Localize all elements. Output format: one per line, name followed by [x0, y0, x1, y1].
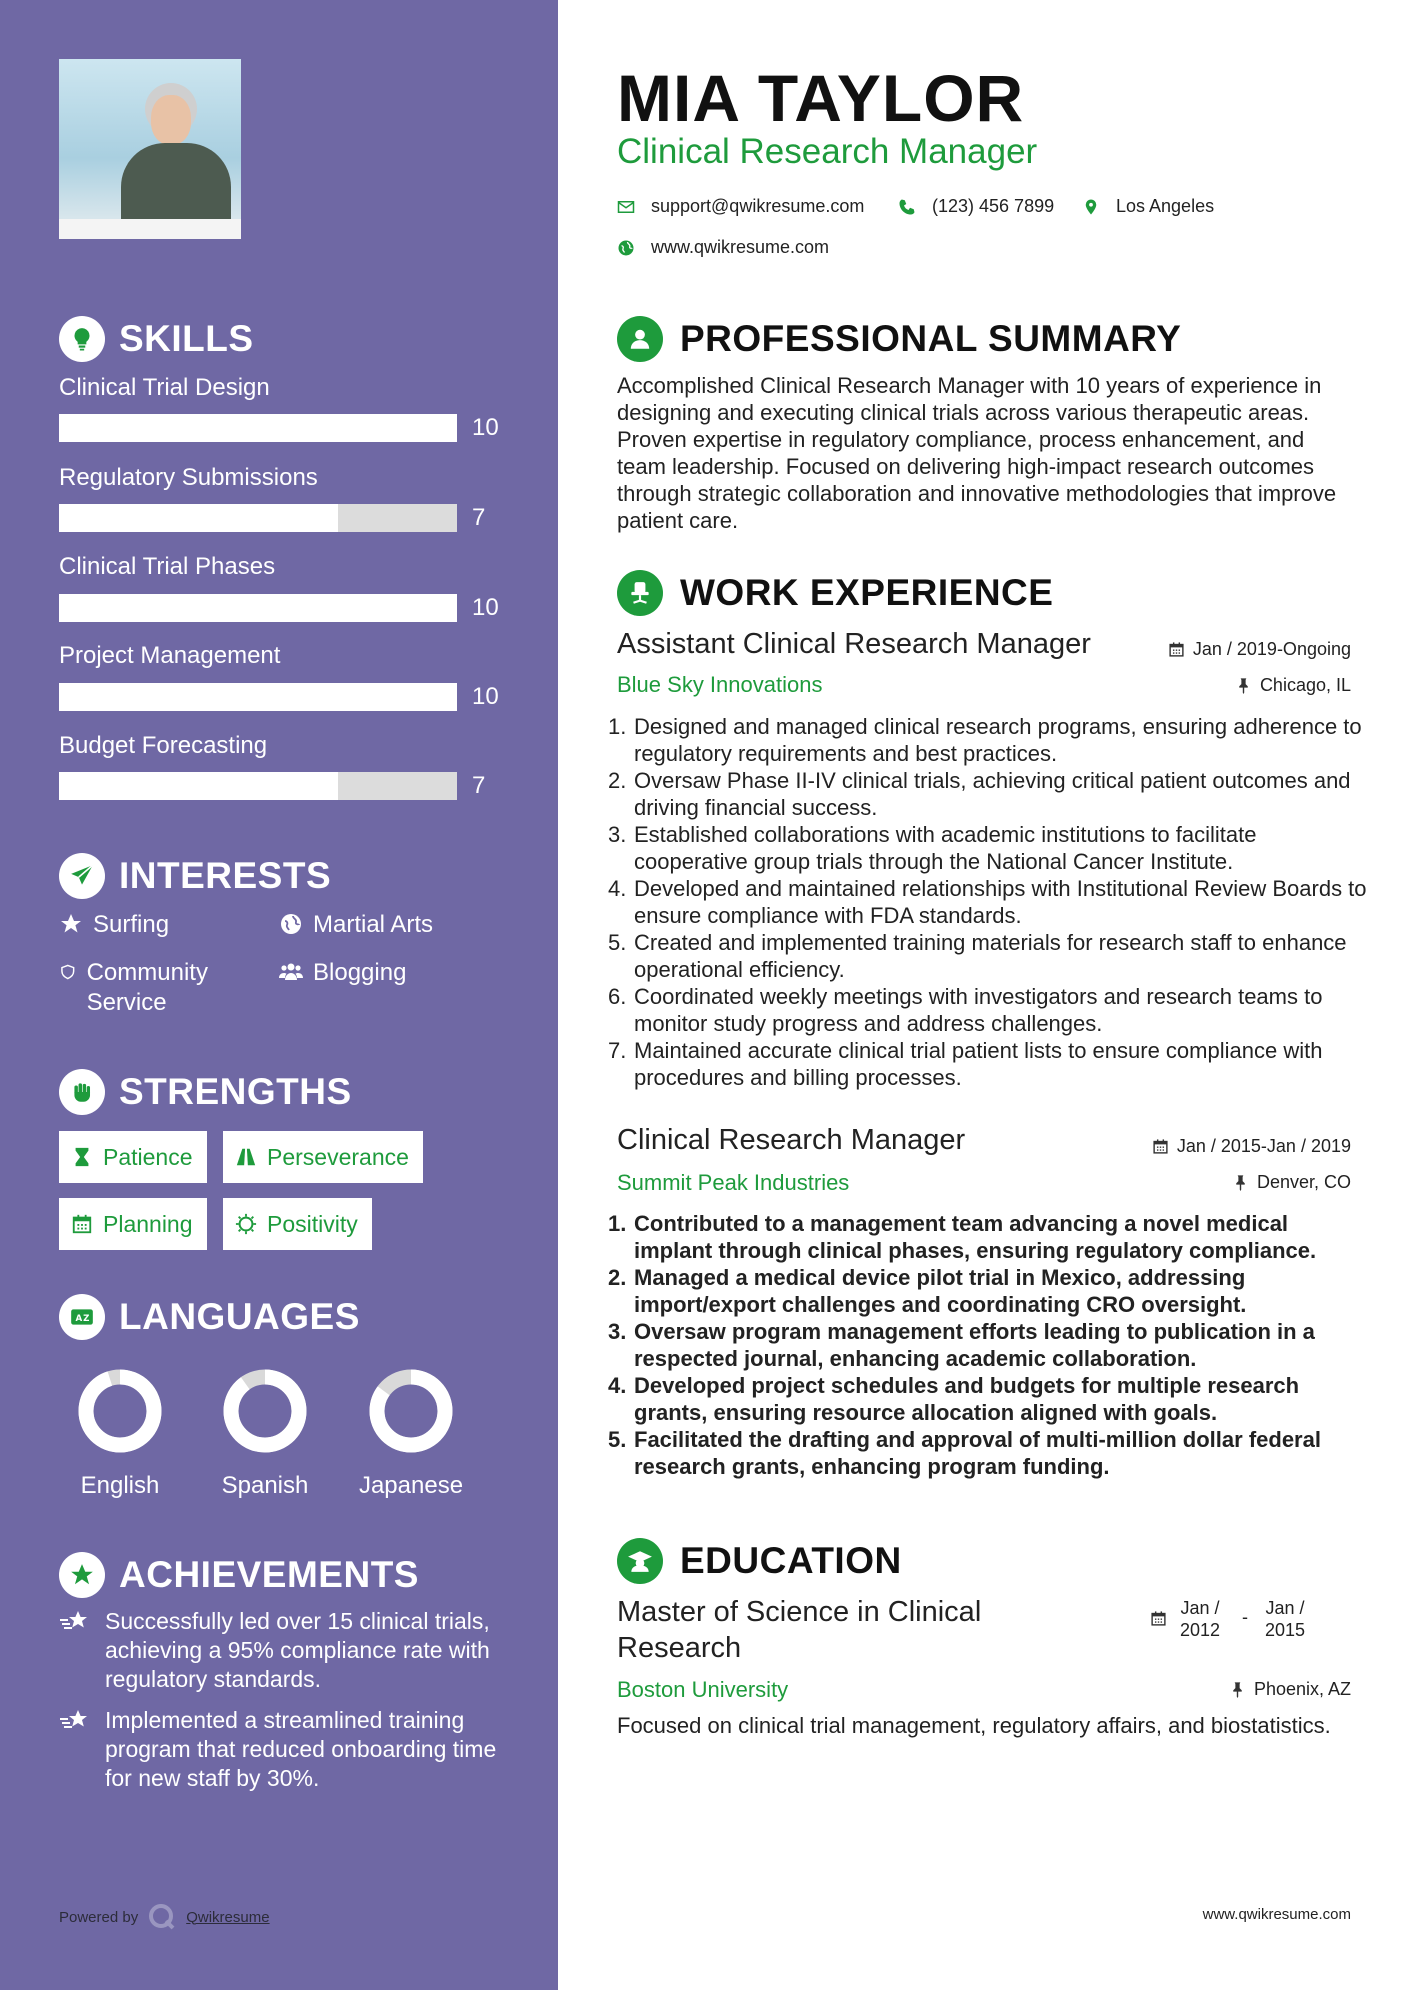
skill-bar: [59, 772, 457, 800]
skills-title: SKILLS: [119, 318, 254, 359]
skill-name: Clinical Trial Phases: [59, 553, 276, 580]
achievement-text: Successfully led over 15 clinical trials, achieving a 95% compliance rate with regulatory standards.: [105, 1608, 490, 1692]
achievements-title: ACHIEVEMENTS: [119, 1554, 419, 1595]
job-company: Summit Peak Industries: [617, 1170, 850, 1195]
duty-item: 4. Developed project schedules and budgets for multiple research grants, ensuring resource allocation aligned with goals.: [608, 1372, 1368, 1426]
footer-website[interactable]: www.qwikresume.com: [1202, 1906, 1351, 1923]
road-icon: [235, 1146, 257, 1168]
experience-title: WORK EXPERIENCE: [680, 572, 1054, 613]
skill-name: Regulatory Submissions: [59, 464, 318, 491]
website-contact[interactable]: [617, 237, 829, 258]
qwikresume-logo-icon: [148, 1903, 176, 1931]
fist-icon: [59, 1069, 105, 1115]
phone-contact[interactable]: [898, 196, 1054, 217]
shooting-star-icon: [59, 1609, 91, 1635]
summary-heading: [617, 316, 1181, 362]
achievement-text: Implemented a streamlined training program that reduced onboarding time for new staff by 30%.: [105, 1707, 497, 1791]
sun-icon: [235, 1213, 257, 1235]
duty-item: 6. Coordinated weekly meetings with investigators and research teams to monitor study progress and address challenges.: [608, 983, 1368, 1037]
powered-by-label: Powered by: [59, 1908, 139, 1926]
job-location-text: Chicago, IL: [1259, 675, 1351, 695]
skill-value: 10: [472, 683, 499, 710]
skill-name: Project Management: [59, 642, 281, 669]
job-duties: [608, 1210, 1368, 1480]
language-ring-fill: [231, 1377, 299, 1445]
language-ring: [368, 1368, 454, 1454]
phone-icon: [898, 198, 916, 216]
location-contact: [1082, 196, 1214, 217]
duty-text: Maintained accurate clinical trial patient lists to ensure compliance with procedures and billing processes.: [634, 1038, 1323, 1090]
education-title: EDUCATION: [680, 1540, 902, 1581]
language-name: Japanese: [358, 1472, 464, 1499]
job-duties: [608, 713, 1368, 1091]
duty-text: Developed project schedules and budgets for multiple research grants, ensuring resource allocation aligned with goals.: [634, 1373, 1300, 1425]
job-date-text: Jan / 2019-Ongoing: [1192, 639, 1351, 659]
job-date: [1168, 639, 1351, 660]
duty-text: Managed a medical device pilot trial in Mexico, addressing import/export challenges and coordinating CRO oversight.: [634, 1265, 1247, 1317]
duty-item: 4. Developed and maintained relationships with Institutional Review Boards to ensure compliance with FDA standards.: [608, 876, 1367, 928]
location-text: Los Angeles: [1116, 196, 1215, 216]
strength-badge: [59, 1131, 207, 1183]
duty-item: 2. Oversaw Phase II-IV clinical trials, achieving critical patient outcomes and driving financial success.: [608, 767, 1368, 821]
degree-title: Master of Science in Clinical Research: [617, 1596, 982, 1664]
brand-link[interactable]: Qwikresume: [186, 1908, 270, 1926]
language-icon: [59, 1294, 105, 1340]
edu-location: [1229, 1679, 1351, 1700]
experience-heading: [617, 570, 1053, 616]
lightbulb-icon: [59, 316, 105, 362]
school-name: Boston University: [617, 1677, 789, 1702]
candidate-title: Clinical Research Manager: [617, 132, 1038, 171]
edu-location-text: Phoenix, AZ: [1253, 1679, 1351, 1699]
interest-item: [59, 910, 169, 940]
star-badge-icon: [59, 1552, 105, 1598]
office-chair-icon: [617, 570, 663, 616]
sidebar: [0, 0, 558, 1990]
interests-heading: [59, 853, 331, 899]
skill-value: 10: [472, 594, 499, 621]
interest-item: [59, 958, 239, 1018]
calendar-icon: [1152, 1138, 1169, 1155]
strength-badge: [223, 1131, 423, 1183]
skill-bar: [59, 414, 457, 442]
email-contact[interactable]: [617, 196, 864, 217]
globe-icon: [617, 239, 635, 257]
skill-bar: [59, 594, 457, 622]
achievements-heading: [59, 1552, 419, 1598]
language-ring-fill: [86, 1377, 154, 1445]
star-icon: [59, 912, 83, 936]
shield-icon: [59, 960, 77, 984]
calendar-icon: [1168, 641, 1185, 658]
education-heading: [617, 1538, 902, 1584]
job-company: Blue Sky Innovations: [617, 672, 823, 697]
strengths-heading: [59, 1069, 352, 1115]
skill-bar: [59, 683, 457, 711]
calendar-icon: [1150, 1610, 1167, 1627]
calendar-icon: [71, 1213, 93, 1235]
shooting-star-icon: [59, 1708, 91, 1734]
edu-start-date: Jan / 2012: [1179, 1598, 1221, 1640]
profile-photo: [59, 59, 241, 239]
duty-text: Facilitated the drafting and approval of multi-million dollar federal research grants, enhancing program funding.: [634, 1427, 1321, 1479]
interest-label: Martial Arts: [313, 911, 434, 938]
pushpin-icon: [1232, 1174, 1249, 1191]
interest-item: [279, 958, 406, 988]
svg-text:Z: Z: [83, 1313, 90, 1324]
strength-badge: [59, 1198, 207, 1250]
duty-text: Contributed to a management team advancing a novel medical implant through clinical phases, ensuring regulatory compliance.: [634, 1211, 1317, 1263]
envelope-icon: [617, 198, 635, 216]
duty-text: Developed and maintained relationships with Institutional Review Boards to ensure compliance with FDA standards.: [634, 876, 1367, 928]
skill-name: Clinical Trial Design: [59, 374, 270, 401]
edu-date-separator: -: [1242, 1607, 1248, 1627]
user-icon: [617, 316, 663, 362]
graduate-icon: [617, 1538, 663, 1584]
duty-item: 5. Created and implemented training materials for research staff to enhance operational efficiency.: [608, 929, 1368, 983]
candidate-name: MIA TAYLOR: [617, 61, 1025, 135]
skill-name: Budget Forecasting: [59, 732, 268, 759]
summary-title: PROFESSIONAL SUMMARY: [680, 318, 1182, 359]
map-pin-icon: [1082, 198, 1100, 216]
language-ring: [222, 1368, 308, 1454]
language-name: Spanish: [221, 1472, 309, 1499]
duty-text: Coordinated weekly meetings with investigators and research teams to monitor study progress and address challenges.: [634, 984, 1323, 1036]
users-icon: [279, 960, 303, 984]
summary-text: Accomplished Clinical Research Manager with 10 years of experience in designing and executing clinical trials across various therapeutic areas. Proven expertise in regulatory compliance, process enhancement, and team leadership. Focused on delivering high-impact research outcomes through strategic collaboration and innovative methodologies that improve patient care.: [617, 373, 1337, 533]
skill-value: 10: [472, 414, 499, 441]
achievement-item: [59, 1706, 499, 1793]
globe-icon: [279, 912, 303, 936]
job-date: [1152, 1136, 1351, 1157]
languages-heading: [59, 1294, 360, 1340]
duty-item: 5. Facilitated the drafting and approval of multi-million dollar federal research grants, enhancing program funding.: [608, 1426, 1368, 1480]
paper-plane-icon: [59, 853, 105, 899]
strength-label: Positivity: [267, 1210, 358, 1237]
job-location: [1235, 675, 1351, 696]
strength-label: Patience: [103, 1143, 193, 1170]
strength-label: Planning: [103, 1210, 193, 1237]
duty-text: Designed and managed clinical research programs, ensuring adherence to regulatory requirements and best practices.: [634, 714, 1362, 766]
skill-value: 7: [472, 772, 486, 799]
job-location-text: Denver, CO: [1256, 1172, 1351, 1192]
languages-title: LANGUAGES: [119, 1296, 360, 1337]
svg-text:A: A: [75, 1313, 83, 1324]
interest-item: [279, 910, 433, 940]
pushpin-icon: [1229, 1681, 1246, 1698]
website-text: www.qwikresume.com: [651, 237, 830, 257]
education-description: Focused on clinical trial management, regulatory affairs, and biostatistics.: [617, 1713, 1331, 1738]
email-text: support@qwikresume.com: [651, 196, 865, 216]
duty-text: Oversaw program management efforts leading to publication in a respected journal, enhancing academic collaboration.: [634, 1319, 1315, 1371]
edu-end-date: Jan / 2015: [1264, 1598, 1306, 1640]
skills-heading: [59, 316, 254, 362]
hourglass-icon: [71, 1146, 93, 1168]
language-name: English: [80, 1472, 160, 1499]
job-location: [1232, 1172, 1351, 1193]
duty-item: 7. Maintained accurate clinical trial patient lists to ensure compliance with procedures and billing processes.: [608, 1037, 1368, 1091]
job-date-text: Jan / 2015-Jan / 2019: [1176, 1136, 1351, 1156]
main-content: [558, 0, 1407, 1990]
duty-item: 1. Designed and managed clinical research programs, ensuring adherence to regulatory requirements and best practices.: [608, 713, 1368, 767]
duty-item: 1. Contributed to a management team advancing a novel medical implant through clinical phases, ensuring regulatory compliance.: [608, 1210, 1368, 1264]
job-title: Clinical Research Manager: [617, 1124, 966, 1156]
duty-item: 2. Managed a medical device pilot trial in Mexico, addressing import/export challenges and coordinating CRO oversight.: [608, 1264, 1368, 1318]
interest-label: Blogging: [313, 959, 407, 986]
strength-label: Perseverance: [267, 1143, 409, 1170]
powered-by: [59, 1903, 270, 1931]
strength-badge: [223, 1198, 372, 1250]
duty-item: 3. Established collaborations with academic institutions to facilitate cooperative group trials through the National Cancer Institute.: [608, 821, 1368, 875]
language-ring: [77, 1368, 163, 1454]
duty-text: Oversaw Phase II-IV clinical trials, achieving critical patient outcomes and driving financial success.: [634, 768, 1351, 820]
duty-item: 3. Oversaw program management efforts leading to publication in a respected journal, enhancing academic collaboration.: [608, 1318, 1368, 1372]
duty-text: Created and implemented training materials for research staff to enhance operational efficiency.: [634, 930, 1347, 982]
interest-label: Surfing: [93, 911, 170, 938]
achievement-item: [59, 1607, 499, 1694]
pushpin-icon: [1235, 677, 1252, 694]
strengths-title: STRENGTHS: [119, 1071, 352, 1112]
interests-title: INTERESTS: [119, 855, 332, 896]
duty-text: Established collaborations with academic institutions to facilitate cooperative group trials through the National Cancer Institute.: [634, 822, 1257, 874]
skill-value: 7: [472, 504, 486, 531]
job-title: Assistant Clinical Research Manager: [617, 628, 1091, 660]
skill-bar: [59, 504, 457, 532]
phone-text: (123) 456 7899: [932, 196, 1055, 216]
interest-label: Community Service: [86, 959, 208, 1016]
